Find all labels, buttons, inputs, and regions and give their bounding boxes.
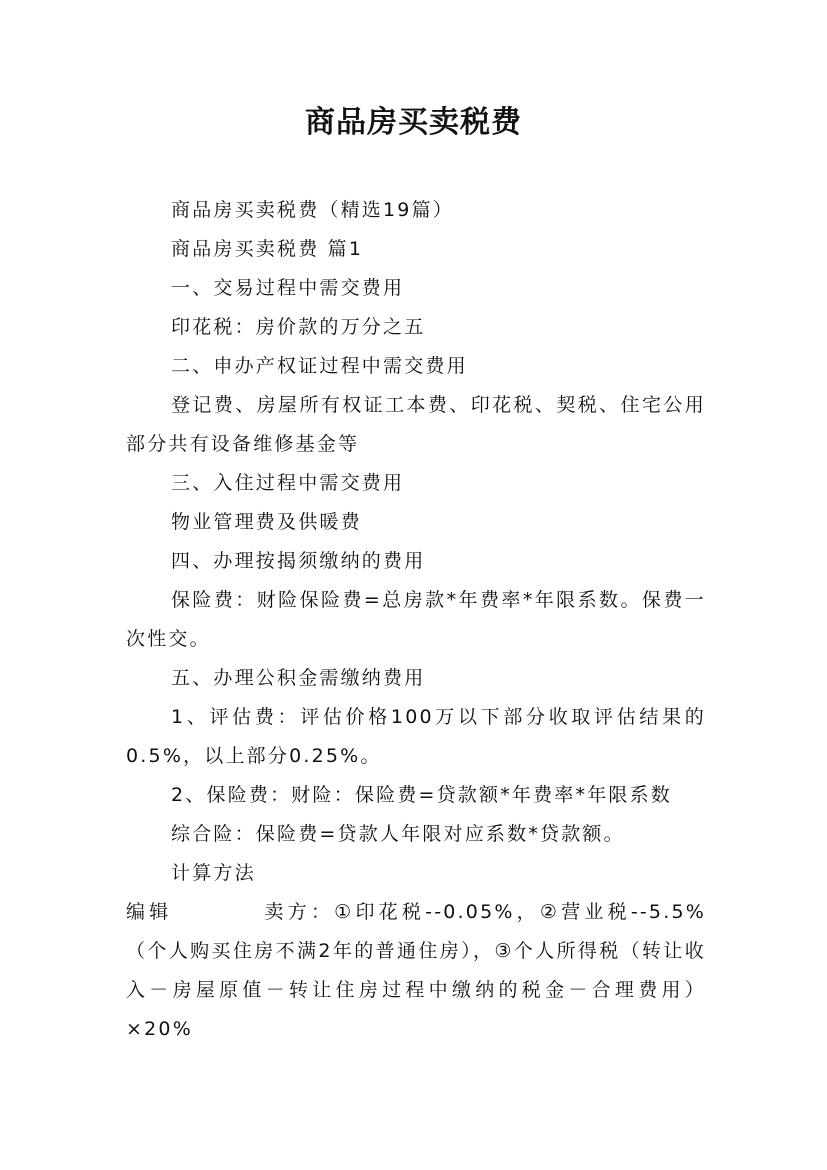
paragraph: 2、保险费：财险：保险费=贷款额*年费率*年限系数 (171, 784, 673, 806)
paragraph-last (126, 893, 706, 1049)
document-body (126, 191, 706, 1049)
paragraph: 印花税：房价款的万分之五 (171, 316, 426, 338)
document-title: 商品房买卖税费 (305, 105, 522, 140)
paragraph: 四、办理按揭须缴纳的费用 (171, 550, 426, 572)
paragraph: 综合险：保险费=贷款人年限对应系数*贷款额。 (171, 823, 625, 845)
paragraph: 商品房买卖税费（精选19篇） (171, 199, 454, 221)
paragraph: 二、申办产权证过程中需交费用 (171, 355, 468, 377)
paragraph-text: 卖方：①印花税--0.05%，②营业税--5.5%（个人购买住房不满2年的普通住房），③个人所得税（转让收入－房屋原值－转让住房过程中缴纳的税金－合理费用）×20% (126, 901, 706, 1040)
paragraph: 保险费：财险保险费=总房款*年费率*年限系数。保费一次性交。 (126, 589, 706, 650)
paragraph: 一、交易过程中需交费用 (171, 277, 405, 299)
edit-label: 编辑 (126, 901, 173, 923)
paragraph: 1、评估费：评估价格100万以下部分收取评估结果的0.5%，以上部分0.25%。 (126, 706, 706, 767)
paragraph: 五、办理公积金需缴纳费用 (171, 667, 426, 689)
paragraph: 登记费、房屋所有权证工本费、印花税、契税、住宅公用部分共有设备维修基金等 (126, 394, 706, 455)
paragraph: 商品房买卖税费 篇1 (171, 238, 364, 260)
paragraph: 物业管理费及供暖费 (171, 511, 362, 533)
paragraph: 三、入住过程中需交费用 (171, 472, 405, 494)
paragraph: 计算方法 (171, 862, 256, 884)
